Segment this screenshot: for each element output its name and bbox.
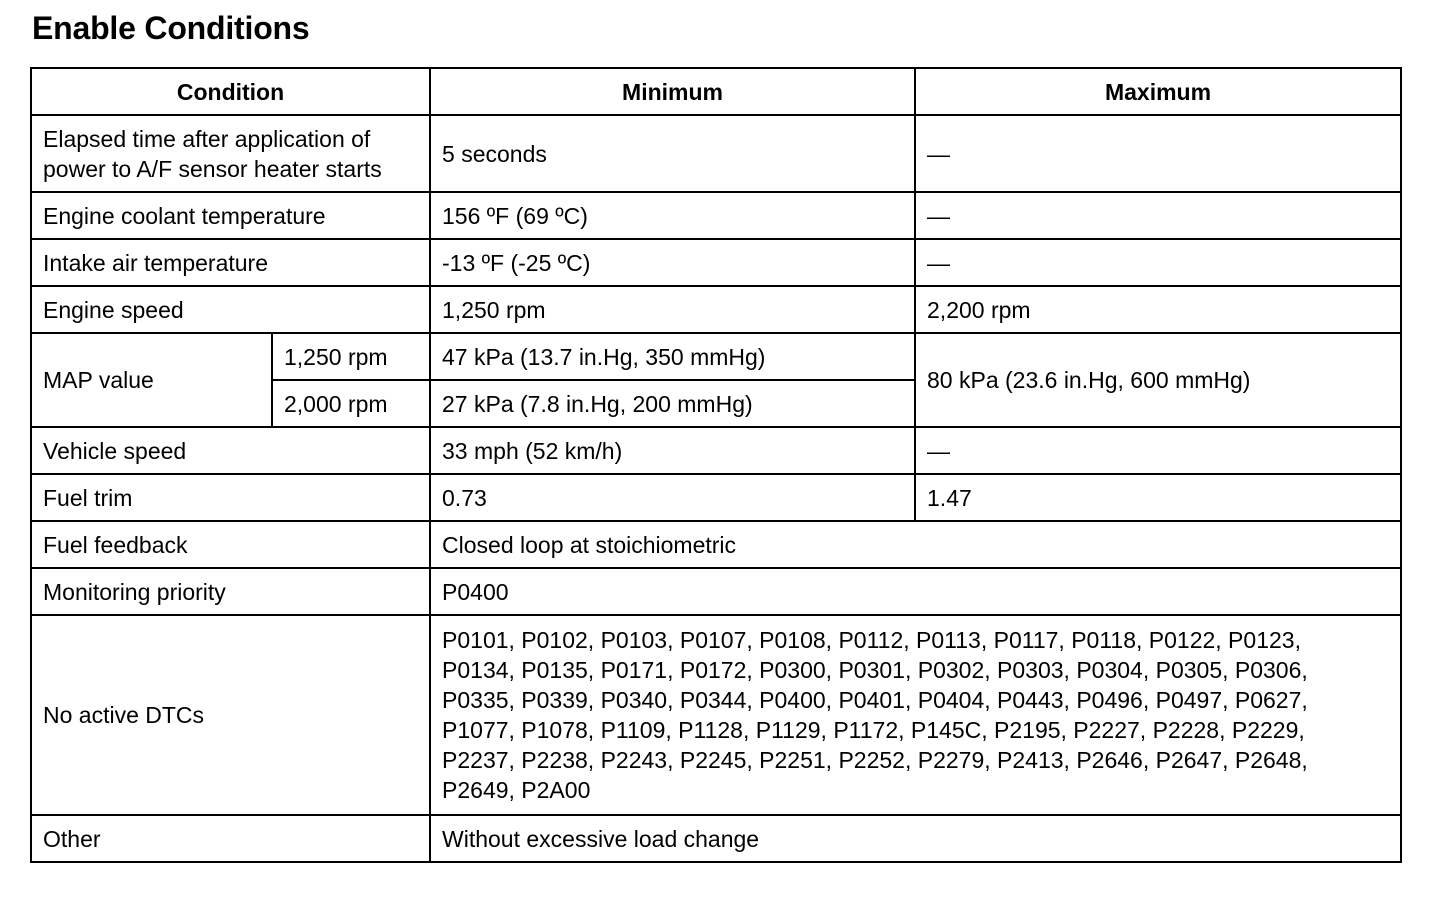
table-row [31, 521, 1401, 568]
value-cell: Without excessive load change [430, 815, 1401, 862]
dtc-list-cell: P0101, P0102, P0103, P0107, P0108, P0112, P0113, P0117, P0118, P0122, P0123, P0134, P0135, P0171, P0172, P0300, P0301, P0302, P0303, P0304, P0305, P0306, P0335, P0339, P0340, P0344, P0400, P0401, P0404, P0443, P0496, P0497, P0627, P1077, P1078, P1109, P1128, P1129, P1172, P145C, P2195, P2227, P2228, P2229, P2237, P2238, P2243, P2245, P2251, P2252, P2279, P2413, P2646, P2647, P2648, P2649, P2A00 [430, 615, 1401, 815]
table-row [31, 115, 1401, 192]
maximum-cell: — [915, 427, 1401, 474]
table-row [31, 192, 1401, 239]
value-cell: Closed loop at stoichiometric [430, 521, 1401, 568]
table-row [31, 333, 1401, 380]
maximum-cell: — [915, 192, 1401, 239]
value-cell: P0400 [430, 568, 1401, 615]
condition-cell: Monitoring priority [31, 568, 430, 615]
table-row [31, 427, 1401, 474]
table-row [31, 615, 1401, 815]
condition-cell: MAP value [31, 333, 272, 427]
condition-cell: Vehicle speed [31, 427, 430, 474]
maximum-cell: — [915, 239, 1401, 286]
minimum-cell: 5 seconds [430, 115, 915, 192]
table-row [31, 239, 1401, 286]
condition-cell: Fuel trim [31, 474, 430, 521]
condition-cell: Fuel feedback [31, 521, 430, 568]
page-title: Enable Conditions [32, 10, 310, 46]
condition-cell: Other [31, 815, 430, 862]
condition-cell: Intake air temperature [31, 239, 430, 286]
minimum-cell: 27 kPa (7.8 in.Hg, 200 mmHg) [430, 380, 915, 427]
sub-condition-cell: 2,000 rpm [272, 380, 430, 427]
sub-condition-cell: 1,250 rpm [272, 333, 430, 380]
condition-cell: Elapsed time after application of power to A/F sensor heater starts [31, 115, 430, 192]
maximum-cell: 2,200 rpm [915, 286, 1401, 333]
minimum-cell: 0.73 [430, 474, 915, 521]
table-row [31, 286, 1401, 333]
table-row [31, 568, 1401, 615]
condition-cell: Engine speed [31, 286, 430, 333]
minimum-cell: -13 ºF (-25 ºC) [430, 239, 915, 286]
maximum-cell: — [915, 115, 1401, 192]
table-header-row [31, 68, 1401, 115]
minimum-cell: 156 ºF (69 ºC) [430, 192, 915, 239]
header-maximum: Maximum [915, 68, 1401, 115]
minimum-cell: 1,250 rpm [430, 286, 915, 333]
header-minimum: Minimum [430, 68, 915, 115]
condition-cell: Engine coolant temperature [31, 192, 430, 239]
header-condition: Condition [31, 68, 430, 115]
minimum-cell: 33 mph (52 km/h) [430, 427, 915, 474]
maximum-cell: 1.47 [915, 474, 1401, 521]
maximum-cell: 80 kPa (23.6 in.Hg, 600 mmHg) [915, 333, 1401, 427]
table-row [31, 474, 1401, 521]
minimum-cell: 47 kPa (13.7 in.Hg, 350 mmHg) [430, 333, 915, 380]
table-row [31, 815, 1401, 862]
enable-conditions-table [30, 67, 1402, 863]
condition-cell: No active DTCs [31, 615, 430, 815]
